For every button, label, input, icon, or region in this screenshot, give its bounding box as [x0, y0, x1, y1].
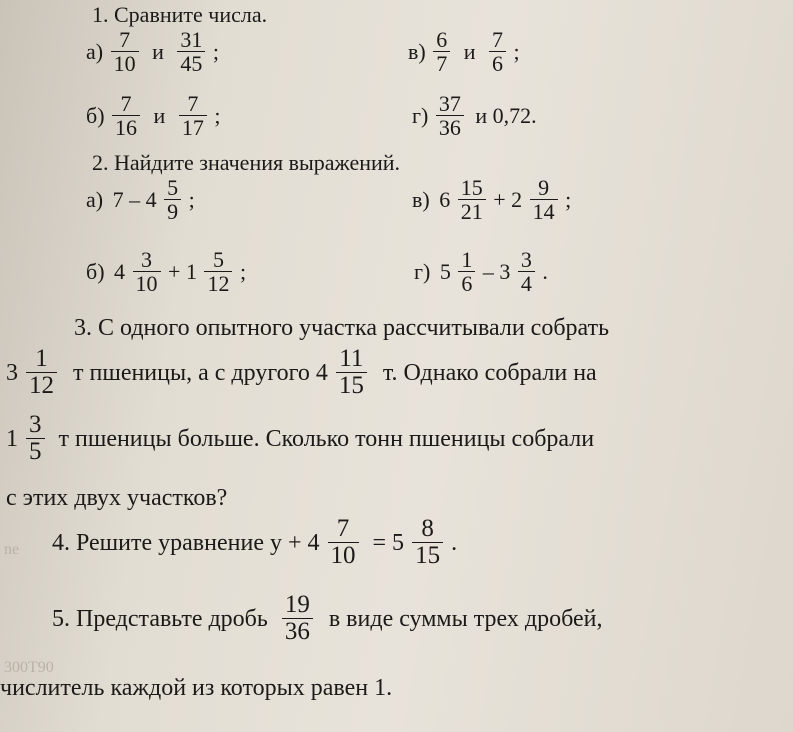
- punctuation: .: [451, 529, 458, 556]
- fraction: [111, 28, 139, 75]
- task1-item-v: [408, 28, 520, 75]
- numerator: 7: [112, 92, 140, 116]
- numerator: 5: [204, 248, 232, 272]
- denominator: 10: [113, 51, 136, 77]
- denominator: 10: [135, 271, 158, 297]
- whole-part: 3: [6, 359, 18, 386]
- punctuation: ;: [513, 38, 520, 64]
- fraction: [530, 176, 558, 223]
- punctuation: ;: [188, 186, 195, 212]
- denominator: 21: [460, 199, 483, 225]
- fraction: [179, 92, 207, 139]
- denominator: 45: [180, 51, 203, 77]
- denominator: 12: [29, 372, 54, 400]
- task2-item-a: [86, 176, 195, 223]
- numerator: 9: [530, 176, 558, 200]
- numerator: 3: [26, 412, 45, 439]
- whole-part: 6: [439, 186, 451, 212]
- fraction: [133, 248, 161, 295]
- denominator: 17: [181, 115, 204, 141]
- denominator: 14: [532, 199, 555, 225]
- item-label: а): [86, 38, 104, 64]
- item-label: б): [86, 258, 105, 284]
- fraction: [282, 592, 313, 646]
- fraction: [26, 346, 57, 400]
- punctuation: .: [542, 258, 548, 284]
- fraction: [433, 28, 450, 75]
- fraction: [328, 516, 359, 570]
- task3-line2: [6, 346, 597, 400]
- task5-text: 5. Представьте дробь: [52, 605, 268, 632]
- item-label: в): [412, 186, 430, 212]
- fraction: [412, 516, 443, 570]
- numerator: 3: [133, 248, 161, 272]
- fraction: [518, 248, 535, 295]
- task4-text: 4. Решите уравнение y + 4: [52, 529, 320, 556]
- denominator: 6: [492, 51, 503, 77]
- fraction: [336, 346, 367, 400]
- fraction: [26, 412, 45, 466]
- numerator: 7: [179, 92, 207, 116]
- task1-item-b: [86, 92, 220, 139]
- conjunction: и: [152, 38, 164, 64]
- text-fragment: т пшеницы, а с другого 4: [73, 359, 328, 386]
- operator: – 3: [482, 258, 511, 284]
- punctuation: ;: [239, 258, 247, 284]
- item-label: б): [86, 102, 105, 128]
- numerator: 1: [26, 346, 57, 373]
- conjunction: и: [153, 102, 166, 128]
- denominator: 10: [330, 542, 356, 570]
- operator: + 2: [493, 186, 523, 212]
- task2-item-g: [414, 248, 548, 295]
- ghost-text-left: ne: [4, 541, 20, 558]
- denominator: 15: [415, 542, 441, 570]
- numerator: 3: [518, 248, 535, 272]
- fraction: [458, 248, 475, 295]
- ghost-text-right: 300Т90: [4, 659, 54, 676]
- numerator: 7: [489, 28, 506, 52]
- denominator: 9: [167, 199, 179, 225]
- whole-part: 5: [439, 258, 451, 284]
- numerator: 6: [433, 28, 450, 52]
- denominator: 7: [436, 51, 448, 77]
- denominator: 6: [461, 271, 473, 297]
- operator: + 1: [168, 258, 197, 284]
- numerator: 37: [436, 92, 464, 116]
- fraction: [436, 92, 464, 139]
- item-label: а): [86, 186, 104, 212]
- comparison-text: и 0,72.: [475, 102, 537, 128]
- denominator: 36: [438, 115, 461, 141]
- punctuation: ;: [212, 38, 219, 64]
- task5-line2: числитель каждой из которых равен 1.: [0, 675, 393, 701]
- numerator: 7: [111, 28, 139, 52]
- denominator: 36: [284, 618, 310, 646]
- whole-part: 4: [114, 258, 126, 284]
- numerator: 8: [412, 516, 443, 543]
- numerator: 7: [328, 516, 359, 543]
- item-label: г): [414, 258, 431, 284]
- task3-line4: с этих двух участков?: [6, 485, 228, 511]
- task3-line3: [6, 412, 594, 466]
- numerator: 11: [336, 346, 367, 373]
- denominator: 5: [29, 438, 42, 466]
- fraction: [204, 248, 232, 295]
- fraction: [458, 176, 486, 223]
- task1-heading: 1. Сравните числа.: [92, 2, 268, 27]
- fraction: [112, 92, 140, 139]
- denominator: 12: [207, 271, 230, 297]
- fraction: [177, 28, 205, 75]
- equals: = 5: [372, 529, 405, 556]
- task5-line1: [52, 592, 602, 646]
- task1-item-g: [412, 92, 537, 139]
- numerator: 15: [458, 176, 486, 200]
- task2-item-b: [86, 248, 246, 295]
- punctuation: ;: [214, 102, 221, 128]
- task2-item-v: [412, 176, 571, 223]
- fraction: [164, 176, 181, 223]
- conjunction: и: [463, 38, 476, 64]
- text-fragment: т. Однако собрали на: [382, 359, 597, 386]
- punctuation: ;: [565, 186, 572, 212]
- denominator: 4: [520, 271, 532, 297]
- numerator: 5: [164, 176, 181, 200]
- item-label: г): [412, 102, 429, 128]
- text-fragment: т пшеницы больше. Сколько тонн пшеницы собрали: [58, 425, 595, 452]
- fraction: [489, 28, 506, 75]
- item-label: в): [408, 38, 426, 64]
- expression: 7 – 4: [112, 186, 157, 212]
- whole-part: 1: [6, 425, 18, 452]
- denominator: 16: [115, 115, 138, 141]
- task2-heading: 2. Найдите значения выражений.: [92, 150, 401, 175]
- numerator: 1: [458, 248, 475, 272]
- numerator: 31: [177, 28, 205, 52]
- text-fragment: в виде суммы трех дробей,: [328, 605, 603, 632]
- numerator: 19: [282, 592, 313, 619]
- task4-line: [52, 516, 457, 570]
- task3-line1: 3. С одного опытного участка рассчитывали собрать: [74, 315, 610, 341]
- denominator: 15: [338, 372, 364, 400]
- task1-item-a: [86, 28, 219, 75]
